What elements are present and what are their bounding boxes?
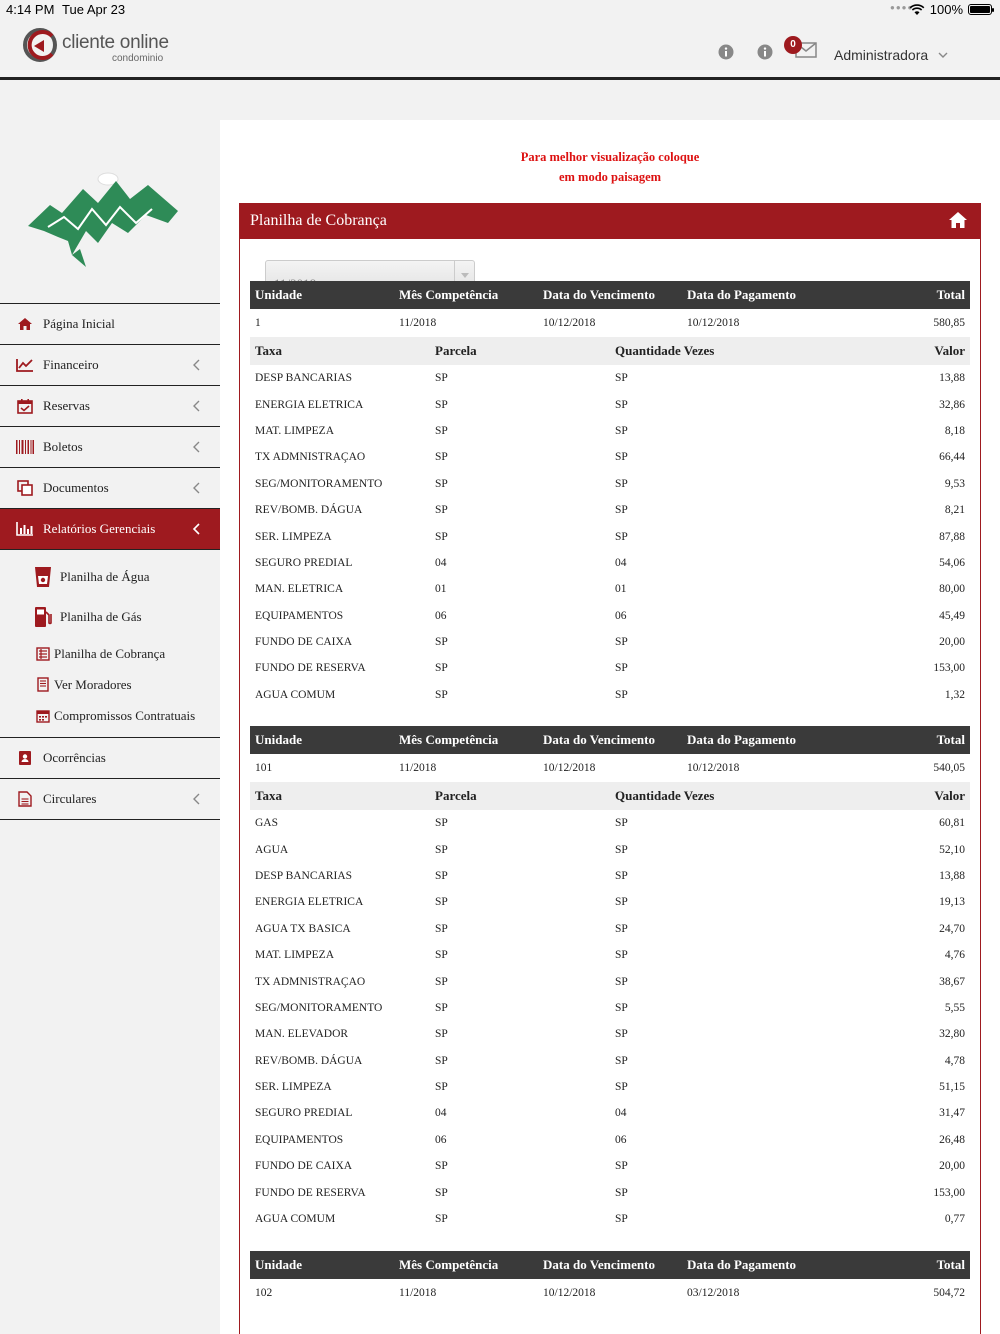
- table-row: [250, 682, 970, 708]
- table-row: [250, 863, 970, 889]
- tax-parcela: SP: [435, 1160, 448, 1173]
- tax-parcela: SP: [435, 1186, 448, 1199]
- unit-header-row: [250, 1251, 970, 1279]
- table-row: [250, 916, 970, 942]
- table-row: [250, 942, 970, 968]
- tax-parcela: 04: [435, 1107, 447, 1120]
- tax-name: MAN. ELETRICA: [255, 583, 344, 596]
- column-header: Unidade: [255, 1257, 302, 1272]
- tax-name: FUNDO DE CAIXA: [255, 1160, 353, 1173]
- tax-valor: 26,48: [939, 1133, 965, 1146]
- user-menu[interactable]: [834, 47, 948, 63]
- tax-name: SEG/MONITORAMENTO: [255, 477, 383, 490]
- tax-name: AGUA COMUM: [255, 1213, 336, 1226]
- tax-valor: 8,21: [944, 504, 965, 517]
- sidebar-item-financeiro[interactable]: [0, 344, 220, 385]
- column-header: Data do Pagamento: [687, 1257, 797, 1272]
- tax-parcela: SP: [435, 1213, 448, 1226]
- billing-block: [250, 726, 970, 1232]
- tax-parcela: SP: [435, 530, 448, 543]
- tax-quantidade: SP: [615, 451, 628, 464]
- sidebar-item-circulares[interactable]: [0, 778, 220, 819]
- messages-button[interactable]: [790, 39, 817, 60]
- sidebar-item-ocorrencias[interactable]: [0, 737, 220, 778]
- tax-valor: 4,78: [944, 1054, 965, 1067]
- tax-name: ENERGIA ELETRICA: [255, 896, 364, 909]
- chevron-left-icon: [192, 482, 202, 494]
- submenu-item-ver-moradores[interactable]: [0, 669, 220, 700]
- sidebar-item-label: Relatórios Gerenciais: [43, 521, 156, 536]
- table-row: [250, 576, 970, 602]
- tax-header-row: [250, 782, 970, 810]
- tax-valor: 45,49: [939, 609, 965, 622]
- chevron-left-icon: [192, 793, 202, 805]
- tax-parcela: SP: [435, 922, 448, 935]
- unit-value-row: [250, 754, 970, 782]
- sidebar-item-label: Ocorrências: [43, 750, 106, 765]
- sidebar-item-documentos[interactable]: [0, 467, 220, 508]
- column-header: Parcela: [435, 343, 477, 358]
- table-row: [250, 1021, 970, 1047]
- sidebar: [0, 83, 220, 1334]
- table-row: [250, 1048, 970, 1074]
- sidebar-menu: [0, 303, 220, 820]
- tax-parcela: SP: [435, 424, 448, 437]
- table-row: [250, 550, 970, 576]
- tax-name: FUNDO DE RESERVA: [255, 662, 366, 675]
- unit-value-row: [250, 1279, 970, 1307]
- unit-mes: 11/2018: [399, 1287, 437, 1299]
- tax-name: DESP BANCARIAS: [255, 372, 353, 385]
- table-row: [250, 995, 970, 1021]
- unit-total: 540,05: [933, 762, 965, 774]
- status-time: 4:14 PM: [6, 2, 55, 17]
- tax-valor: 19,13: [939, 896, 965, 909]
- tax-parcela: SP: [435, 398, 448, 411]
- tax-quantidade: SP: [615, 398, 628, 411]
- tax-name: GAS: [255, 817, 279, 830]
- tax-valor: 60,81: [939, 817, 965, 830]
- panel-header: [240, 203, 980, 239]
- tax-name: AGUA TX BASICA: [255, 922, 351, 935]
- table-row: [250, 523, 970, 549]
- message-count-badge: 0: [784, 36, 802, 54]
- tax-name: FUNDO DE CAIXA: [255, 636, 353, 649]
- logo-mark-icon: [22, 26, 62, 64]
- tax-quantidade: 06: [615, 1133, 627, 1146]
- table-row: [250, 1206, 970, 1232]
- calendar-icon: [34, 709, 52, 723]
- tax-parcela: 01: [435, 583, 447, 596]
- tax-name: REV/BOMB. DÁGUA: [255, 504, 363, 517]
- column-header: Mês Competência: [399, 1257, 499, 1272]
- home-icon[interactable]: [948, 211, 968, 229]
- calendar-check-icon: [16, 397, 34, 415]
- tax-valor: 51,15: [939, 1081, 965, 1094]
- brand-subtitle: condominio: [112, 53, 164, 64]
- user-name: Administradora: [834, 47, 929, 63]
- tax-valor: 5,55: [944, 1001, 965, 1014]
- tax-name: AGUA: [255, 843, 289, 856]
- tax-valor: 8,18: [944, 424, 965, 437]
- tax-name: EQUIPAMENTOS: [255, 1133, 344, 1146]
- status-bar: [0, 0, 1000, 20]
- tax-parcela: 04: [435, 556, 447, 569]
- tax-parcela: SP: [435, 1054, 448, 1067]
- unit-mes: 11/2018: [399, 317, 437, 329]
- sidebar-item-reservas[interactable]: [0, 385, 220, 426]
- tax-name: SEG/MONITORAMENTO: [255, 1001, 383, 1014]
- column-header: Quantidade Vezes: [615, 788, 715, 803]
- table-row: [250, 471, 970, 497]
- sidebar-item-label: Circulares: [43, 791, 97, 806]
- submenu-relatorios: [0, 549, 220, 737]
- column-header: Data do Vencimento: [543, 1257, 655, 1272]
- column-header: Unidade: [255, 287, 302, 302]
- table-row: [250, 1100, 970, 1126]
- unit-vencimento: 10/12/2018: [543, 1287, 596, 1299]
- tax-valor: 66,44: [939, 451, 965, 464]
- tax-quantidade: SP: [615, 817, 628, 830]
- tax-valor: 13,88: [939, 869, 965, 882]
- sidebar-item-label: Documentos: [43, 480, 109, 495]
- tax-valor: 20,00: [939, 1160, 965, 1173]
- submenu-item-planilha-gas[interactable]: [0, 596, 220, 638]
- sidebar-item-label: Boletos: [43, 439, 83, 454]
- tax-valor: 20,00: [939, 636, 965, 649]
- tax-parcela: SP: [435, 662, 448, 675]
- tax-quantidade: SP: [615, 1054, 628, 1067]
- submenu-item-planilha-cobranca[interactable]: [0, 638, 220, 669]
- tax-quantidade: SP: [615, 424, 628, 437]
- chevron-left-icon: [192, 441, 202, 453]
- table-row: [250, 418, 970, 444]
- table-row: [250, 1074, 970, 1100]
- tax-quantidade: SP: [615, 1160, 628, 1173]
- tax-valor: 153,00: [933, 1186, 965, 1199]
- tax-quantidade: SP: [615, 636, 628, 649]
- tax-header-row: [250, 337, 970, 365]
- sidebar-item-label: Financeiro: [43, 357, 99, 372]
- wifi-icon: [909, 4, 925, 16]
- home-icon: [16, 315, 34, 333]
- tax-name: SEGURO PREDIAL: [255, 1107, 353, 1120]
- chart-icon: [16, 356, 34, 374]
- tax-valor: 4,76: [944, 949, 965, 962]
- tax-name: AGUA COMUM: [255, 688, 336, 701]
- tax-quantidade: SP: [615, 530, 628, 543]
- unit-vencimento: 10/12/2018: [543, 317, 596, 329]
- tax-valor: 13,88: [939, 372, 965, 385]
- tax-quantidade: 01: [615, 583, 627, 596]
- tax-parcela: SP: [435, 975, 448, 988]
- tax-quantidade: SP: [615, 949, 628, 962]
- contact-book-icon: [16, 749, 34, 767]
- tax-quantidade: SP: [615, 1213, 628, 1226]
- tax-quantidade: SP: [615, 896, 628, 909]
- tax-parcela: SP: [435, 869, 448, 882]
- tax-quantidade: SP: [615, 1028, 628, 1041]
- tax-valor: 24,70: [939, 922, 965, 935]
- tax-name: SER. LIMPEZA: [255, 530, 332, 543]
- tax-valor: 0,77: [944, 1213, 965, 1226]
- submenu-item-label: Planilha de Cobrança: [54, 645, 166, 661]
- chevron-left-icon: [192, 400, 202, 412]
- battery-icon: [968, 4, 992, 15]
- unit-pagamento: 03/12/2018: [687, 1287, 740, 1299]
- unit-unidade: 102: [255, 1287, 273, 1299]
- sidebar-item-boletos[interactable]: [0, 426, 220, 467]
- tax-valor: 1,32: [944, 688, 965, 701]
- column-header: Quantidade Vezes: [615, 343, 715, 358]
- tax-name: MAT. LIMPEZA: [255, 949, 335, 962]
- submenu-item-label: Ver Moradores: [54, 676, 132, 692]
- table-row: [250, 1179, 970, 1205]
- unit-vencimento: 10/12/2018: [543, 762, 596, 774]
- column-header: Mês Competência: [399, 732, 499, 747]
- billing-panel: [239, 203, 981, 1334]
- status-date: Tue Apr 23: [62, 2, 126, 17]
- column-header: Total: [936, 287, 965, 302]
- unit-total: 580,85: [933, 317, 965, 329]
- tax-parcela: SP: [435, 843, 448, 856]
- tax-valor: 153,00: [933, 662, 965, 675]
- submenu-item-compromissos-contratuais[interactable]: [0, 700, 220, 731]
- tax-quantidade: SP: [615, 975, 628, 988]
- water-glass-icon: [34, 566, 52, 588]
- tax-quantidade: 06: [615, 609, 627, 622]
- tax-name: SEGURO PREDIAL: [255, 556, 353, 569]
- app-header: [0, 20, 1000, 80]
- tax-quantidade: 04: [615, 1107, 627, 1120]
- table-row: [250, 391, 970, 417]
- tax-parcela: SP: [435, 688, 448, 701]
- billing-block: [250, 281, 970, 708]
- table-row: [250, 968, 970, 994]
- battery-indicator: [909, 2, 992, 17]
- condominium-logo-mountain: [28, 171, 183, 271]
- tax-quantidade: SP: [615, 662, 628, 675]
- info-icon-2[interactable]: [757, 44, 773, 60]
- bar-chart-icon: [16, 520, 34, 538]
- table-row: [250, 497, 970, 523]
- unit-header-row: [250, 281, 970, 309]
- panel-title: Planilha de Cobrança: [250, 212, 387, 229]
- orientation-notice: [220, 147, 1000, 187]
- tax-parcela: SP: [435, 372, 448, 385]
- table-row: [250, 603, 970, 629]
- column-header: Parcela: [435, 788, 477, 803]
- tax-name: TX ADMNISTRAÇAO: [255, 451, 366, 464]
- submenu-item-label: Planilha de Gás: [60, 609, 142, 624]
- column-header: Data do Vencimento: [543, 732, 655, 747]
- gas-pump-icon: [34, 606, 52, 628]
- unit-pagamento: 10/12/2018: [687, 762, 740, 774]
- tax-quantidade: SP: [615, 372, 628, 385]
- tax-name: FUNDO DE RESERVA: [255, 1186, 366, 1199]
- tax-parcela: SP: [435, 451, 448, 464]
- file-icon: [16, 790, 34, 808]
- tax-valor: 32,80: [939, 1028, 965, 1041]
- billing-block: [250, 1251, 970, 1307]
- tax-parcela: SP: [435, 1081, 448, 1094]
- tax-quantidade: SP: [615, 922, 628, 935]
- tax-quantidade: SP: [615, 688, 628, 701]
- tax-name: MAT. LIMPEZA: [255, 424, 335, 437]
- tax-parcela: 06: [435, 609, 447, 622]
- tax-quantidade: SP: [615, 1081, 628, 1094]
- tax-name: MAN. ELEVADOR: [255, 1028, 349, 1041]
- chevron-left-icon: [192, 523, 202, 535]
- sidebar-item-label: Reservas: [43, 398, 90, 413]
- tax-parcela: SP: [435, 1001, 448, 1014]
- tax-valor: 54,06: [939, 556, 965, 569]
- info-icon[interactable]: [718, 44, 734, 60]
- notice-line-2: em modo paisagem: [558, 170, 662, 184]
- table-row: [250, 1127, 970, 1153]
- tax-parcela: SP: [435, 817, 448, 830]
- unit-value-row: [250, 309, 970, 337]
- column-header: Total: [936, 732, 965, 747]
- tax-valor: 80,00: [939, 583, 965, 596]
- submenu-item-planilha-agua[interactable]: [0, 558, 220, 596]
- column-header: Mês Competência: [399, 287, 499, 302]
- table-row: [250, 655, 970, 681]
- column-header: Total: [936, 1257, 965, 1272]
- barcode-icon: [16, 438, 34, 456]
- tax-parcela: SP: [435, 636, 448, 649]
- column-header: Unidade: [255, 732, 302, 747]
- table-row: [250, 444, 970, 470]
- unit-pagamento: 10/12/2018: [687, 317, 740, 329]
- unit-unidade: 101: [255, 762, 273, 774]
- tax-name: DESP BANCARIAS: [255, 869, 353, 882]
- tax-name: SER. LIMPEZA: [255, 1081, 332, 1094]
- table-row: [250, 810, 970, 836]
- sidebar-item-relatorios-gerenciais[interactable]: [0, 508, 220, 549]
- unit-unidade: 1: [255, 317, 261, 329]
- tax-parcela: SP: [435, 504, 448, 517]
- copy-icon: [16, 479, 34, 497]
- table-row: [250, 1153, 970, 1179]
- column-header: Taxa: [255, 788, 282, 803]
- tax-parcela: SP: [435, 949, 448, 962]
- tax-quantidade: SP: [615, 504, 628, 517]
- tax-parcela: SP: [435, 896, 448, 909]
- list-sheet-icon: [34, 647, 52, 661]
- table-row: [250, 629, 970, 655]
- chevron-left-icon: [192, 359, 202, 371]
- tax-quantidade: SP: [615, 477, 628, 490]
- table-row: [250, 836, 970, 862]
- column-header: Valor: [934, 343, 965, 358]
- tax-valor: 87,88: [939, 530, 965, 543]
- column-header: Data do Pagamento: [687, 287, 797, 302]
- tax-valor: 38,67: [939, 975, 965, 988]
- tax-quantidade: SP: [615, 1186, 628, 1199]
- tax-quantidade: SP: [615, 869, 628, 882]
- column-header: Valor: [934, 788, 965, 803]
- battery-percent: 100%: [929, 2, 963, 17]
- sidebar-item-pagina-inicial[interactable]: [0, 303, 220, 344]
- unit-header-row: [250, 726, 970, 754]
- column-header: Taxa: [255, 343, 282, 358]
- table-row: [250, 365, 970, 391]
- chevron-down-icon: [938, 52, 948, 59]
- tax-parcela: SP: [435, 477, 448, 490]
- brand-logo[interactable]: [22, 24, 182, 74]
- tax-name: TX ADMNISTRAÇAO: [255, 975, 366, 988]
- unit-total: 504,72: [933, 1287, 965, 1299]
- tax-name: EQUIPAMENTOS: [255, 609, 344, 622]
- tax-parcela: SP: [435, 1028, 448, 1041]
- submenu-item-label: Planilha de Água: [60, 569, 150, 584]
- tax-valor: 31,47: [939, 1107, 965, 1120]
- sidebar-item-label: Página Inicial: [43, 316, 115, 331]
- main-content: [220, 120, 1000, 1334]
- signal-dots-icon: ●●●●: [890, 3, 914, 12]
- tax-name: ENERGIA ELETRICA: [255, 398, 364, 411]
- tax-name: REV/BOMB. DÁGUA: [255, 1054, 363, 1067]
- table-row: [250, 889, 970, 915]
- tax-quantidade: 04: [615, 556, 627, 569]
- tax-quantidade: SP: [615, 1001, 628, 1014]
- tax-parcela: 06: [435, 1133, 447, 1146]
- document-icon: [34, 677, 52, 692]
- tax-quantidade: SP: [615, 843, 628, 856]
- tax-valor: 9,53: [944, 477, 965, 490]
- submenu-item-label: Compromissos Contratuais: [54, 707, 196, 723]
- notice-line-1: Para melhor visualização coloque: [520, 150, 700, 164]
- brand-name: cliente online: [62, 32, 169, 53]
- tax-valor: 32,86: [939, 398, 965, 411]
- column-header: Data do Vencimento: [543, 287, 655, 302]
- column-header: Data do Pagamento: [687, 732, 797, 747]
- tax-valor: 52,10: [939, 843, 965, 856]
- unit-mes: 11/2018: [399, 762, 437, 774]
